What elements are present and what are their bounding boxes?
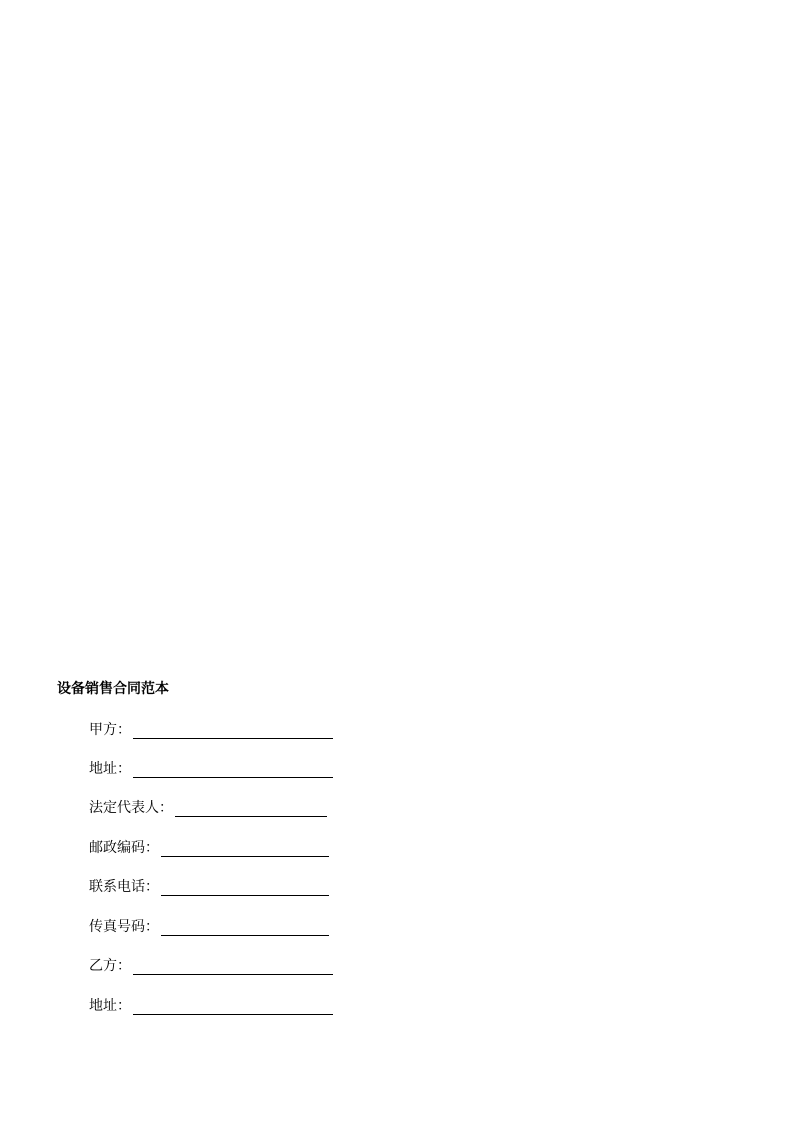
party-b-address-label: 地址：	[89, 998, 131, 1014]
legal-representative-row	[89, 797, 327, 817]
phone-row	[89, 876, 329, 896]
phone-label: 联系电话：	[89, 879, 159, 895]
party-a-blank[interactable]	[133, 720, 333, 739]
document-title: 设备销售合同范本	[57, 681, 169, 697]
fax-label: 传真号码：	[89, 919, 159, 935]
party-a-label: 甲方：	[89, 722, 131, 738]
fax-blank[interactable]	[161, 917, 329, 936]
party-b-address-row	[89, 995, 333, 1015]
party-b-label: 乙方：	[89, 958, 131, 974]
party-b-blank[interactable]	[133, 956, 333, 975]
postal-code-row	[89, 837, 329, 857]
party-a-address-row	[89, 758, 333, 778]
legal-representative-blank[interactable]	[175, 798, 327, 817]
postal-code-blank[interactable]	[161, 838, 329, 857]
postal-code-label: 邮政编码：	[89, 840, 159, 856]
party-a-address-label: 地址：	[89, 761, 131, 777]
party-a-row	[89, 719, 333, 739]
phone-blank[interactable]	[161, 877, 329, 896]
legal-representative-label: 法定代表人：	[89, 800, 173, 816]
party-b-row	[89, 955, 333, 975]
party-a-address-blank[interactable]	[133, 759, 333, 778]
party-b-address-blank[interactable]	[133, 996, 333, 1015]
fax-row	[89, 916, 329, 936]
